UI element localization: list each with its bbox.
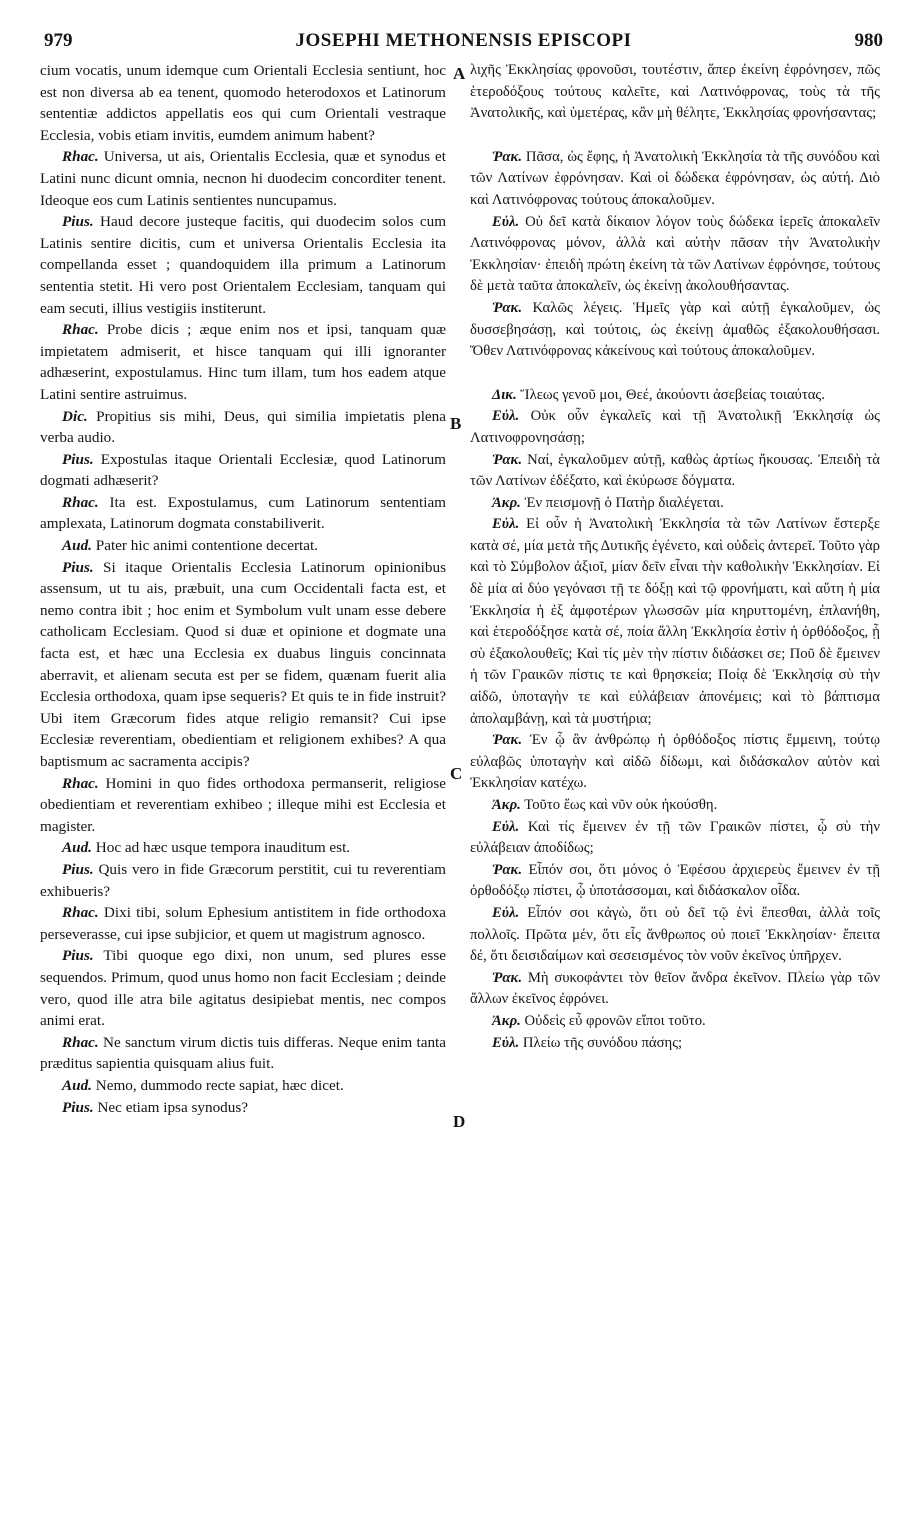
latin-paragraph <box>40 146 446 211</box>
paragraph-text: Ἐν ᾧ ἂν ἀνθρώπῳ ἡ ὀρθόδοξος πίστις ἔμμεινη, τούτῳ εὐλαβῶς ὑποταγὴν καὶ αἰδῶ δίδωμι, καὶ διδάσκαλον αὐτὸν καὶ Ἐκκλησίαν κατέχω. <box>470 732 880 792</box>
speaker-label: Rhac. <box>62 774 99 792</box>
paragraph-text: cium vocatis, unum idemque cum Orientali Ecclesia sentiunt, hoc est non diversa ab ea tenent, quomodo heterodoxos et Latinorum sententiæ addictos appellatis eos qui cum Orientali vestraque Ecclesia, vobis etiam invitis, eumdem animum habent? <box>40 62 446 144</box>
margin-letter-c: C <box>450 764 463 783</box>
speaker-label: Dic. <box>62 407 88 425</box>
latin-paragraph <box>40 1075 446 1097</box>
paragraph-text: Οὐκ οὖν ἐγκαλεῖς καὶ τῇ Ἀνατολικῇ Ἐκκλησίᾳ ὡς Λατινοφρονησάσῃ; <box>470 408 881 446</box>
margin-letter-a: A <box>453 64 466 83</box>
paragraph-text: Universa, ut ais, Orientalis Ecclesia, quæ et synodus et Latini nunc dicunt omnia, necnon hi duodecim concorditer tenent. Ideoque eos cum Latinis sentientes nuncupamus. <box>40 148 446 209</box>
latin-paragraph <box>40 319 446 405</box>
paragraph-text: Dixi tibi, solum Ephesium antistitem in fide orthodoxa perseverasse, cui ipse subjicior, et quem ut magistrum agnosco. <box>40 904 447 943</box>
page-number-right: 980 <box>854 30 883 51</box>
paragraph-text: Μὴ συκοφάντει τὸν θεῖον ἄνδρα ἐκεῖνον. Πλείω γὰρ τῶν ἄλλων ἐκεῖνος ἐφρόνει. <box>470 969 880 1008</box>
speaker-label: Ῥακ. <box>492 861 522 878</box>
latin-paragraph <box>40 535 446 557</box>
greek-paragraph <box>470 817 880 860</box>
latin-paragraph <box>40 902 446 945</box>
latin-paragraph <box>40 211 446 319</box>
paragraph-text: Si itaque Orientalis Ecclesia Latinorum opinionibus assensum, ut tu ais, præbuit, una cum Occidentali facta est, et nemo contra ibit ; hoc enim et Symbolum vult unam esse debere catholicam Ecclesiam. Quod si duæ et opinione et dogmate una facta est, et hæc una Ecclesia ex duabus linguis concinnata aberravit, et alienam secuta est per se fidem, quænam fuerit alia Ecclesia orthodoxa, quam ipse sequeris? Et quis te in fide instruit? Ubi item Græcorum fides atque religio remansit? Cui ipse Ecclesiæ reverentiam, obedientiam et religionem exhibes? A qua baptismum ac sacramenta accipis? <box>40 558 446 770</box>
paragraph-text: Εἶπόν σοι, ὅτι μόνος ὁ Ἐφέσου ἀρχιερεὺς ἔμεινεν ἐν τῇ ὀρθοδόξῳ πίστει, ᾧ ὑποτάσσομαι, καὶ διδάσκαλον οἶδα. <box>470 861 880 900</box>
speaker-label: Εὐλ. <box>492 818 520 835</box>
paragraph-text: Probe dicis ; æque enim nos et ipsi, tanquam quæ impietatem admiserit, et hisce tanquam qui illi ignoranter adhæserint, expostulamus. Hinc tum illam, tum hos eadem atque Latini sentire astruimus. <box>40 321 446 403</box>
paragraph-text: Nemo, dummodo recte sapiat, hæc dicet. <box>95 1076 344 1094</box>
speaker-label: Rhac. <box>62 904 99 922</box>
greek-paragraph <box>470 406 880 449</box>
speaker-label: Aud. <box>62 537 92 555</box>
paragraph-text: Ναί, ἐγκαλοῦμεν αὐτῇ, καθὼς ἀρτίως ἤκουσας. Ἐπειδὴ τὰ τῶν Λατίνων ἐδέξατο, καὶ ἐκύρωσε δόγματα. <box>470 451 880 490</box>
paragraph-text: Οὐ δεῖ κατὰ δίκαιον λόγον τοὺς δώδεκα ἱερεῖς ἀποκαλεῖν Λατινόφρονας μόνον, ἀλλὰ καὶ αὐτὴν πᾶσαν τὴν Ἀνατολικὴν Ἐκκλησίαν· ἐπειδὴ πρώτη ἐκείνη τὰ τῶν Λατίνων ἐφρόνησε, τούτους δὲ μετὰ ταῦτα ἀποκαλεῖν, ὡς ἐκείνῃ ἀκολουθήσαντας. <box>470 213 880 295</box>
running-title: JOSEPHI METHONENSIS EPISCOPI <box>295 30 632 51</box>
greek-paragraph <box>470 730 880 795</box>
latin-paragraph <box>40 859 446 902</box>
speaker-label: Εὐλ. <box>492 1034 520 1051</box>
speaker-label: Ῥακ. <box>492 148 522 165</box>
greek-column <box>470 60 880 1054</box>
speaker-label: Εὐλ. <box>492 213 520 230</box>
greek-paragraph <box>470 298 880 363</box>
greek-paragraph <box>470 860 880 903</box>
speaker-label: Aud. <box>62 839 92 857</box>
latin-paragraph <box>40 1097 446 1119</box>
page-number-left: 979 <box>44 30 73 51</box>
speaker-label: Rhac. <box>62 493 99 511</box>
speaker-label: Ἀκρ. <box>492 797 521 813</box>
speaker-label: Pius. <box>62 860 94 878</box>
paragraph-text: Propitius sis mihi, Deus, qui similia impietatis plena verba audio. <box>40 407 446 447</box>
paragraph-text: λιχῆς Ἐκκλησίας φρονοῦσι, τουτέστιν, ἅπερ ἐκείνη ἐφρόνησεν, πῶς ἑτεροδόξους τούτους καλεῖτε, καὶ Λατινόφρονας, τοὺς τὰ τῆς Ἀνατολικῆς, καὶ ὑμετέρας, κἂν μὴ θέλητε, Ἐκκλησίας φρονήσαντας; <box>470 62 880 122</box>
speaker-label: Ῥακ. <box>492 969 522 986</box>
paragraph-text: Quis vero in fide Græcorum perstitit, cui tu reverentiam exhibueris? <box>40 860 446 900</box>
paragraph-text: Οὐδεὶς εὖ φρονῶν εἴποι τοῦτο. <box>524 1012 706 1029</box>
speaker-label: Rhac. <box>62 1033 99 1051</box>
speaker-label: Εὐλ. <box>492 516 520 533</box>
greek-paragraph <box>470 212 880 298</box>
paragraph-text: Εἶπόν σοι κἀγὼ, ὅτι οὐ δεῖ τῷ ἑνὶ ἕπεσθαι, ἀλλὰ τοῖς πολλοῖς. Πρῶτα μέν, ὅτι εἷς ἄνθρωπος οὐ ποιεῖ Ἐκκλησίαν· ἔπειτα δέ, ὅτι δεισιδαίμων καὶ σεσεισμένος τὸν νοῦν ἐκεῖνος ὑπῆρχεν. <box>470 904 880 965</box>
speaker-label: Pius. <box>62 450 94 468</box>
greek-paragraph <box>470 795 880 817</box>
paragraph-text: Πᾶσα, ὡς ἔφης, ἡ Ἀνατολικὴ Ἐκκλησία τὰ τῆς συνόδου καὶ τῶν Λατίνων ἐφρόνησαν. Καὶ οἱ δώδεκα ἐφρόνησαν, ὡς αὐτή. Διὸ καὶ Λατινόφρονας τούτους ἀποκαλοῦμεν. <box>470 148 881 208</box>
paragraph-text: Ita est. Expostulamus, cum Latinorum sententiam amplexata, Latinorum dogmata constabiliverit. <box>40 493 446 533</box>
speaker-label: Εὐλ. <box>492 904 520 921</box>
paragraph-text: Pater hic animi contentione decertat. <box>95 537 319 555</box>
speaker-label: Ῥακ. <box>492 299 522 316</box>
speaker-label: Rhac. <box>62 148 99 166</box>
speaker-label: Pius. <box>62 1098 94 1116</box>
paragraph-text: Εἰ οὖν ἡ Ἀνατολικὴ Ἐκκλησία τὰ τῶν Λατίνων ἔστερξε κατὰ σέ, μία μετὰ τῆς Δυτικῆς ἐγένετο, καὶ οὐδεὶς ἀντερεῖ. Τοῦτο γὰρ καὶ τὸ Σύμβολον ἀξιοῖ, μίαν δεῖν εἶναι τὴν καθολικὴν Ἐκκλησίαν. Εἰ δὲ μία αἱ δύο γεγόνασι τῇ τε δόξῃ καὶ τῷ φρονήματι, καὶ αὕτη ἡ μία Ἐκκλησία ἡ ἐξ ἀμφοτέρων γλωσσῶν μία κηρυττομένη, ἐπλανήθη, καὶ ἑτεροδόξησε κατὰ σέ, ποία ἄλλη Ἐκκλησία ἐστὶν ἡ ὀρθόδοξος, ᾗ σὺ ἐξακολουθεῖς; Καὶ τίς μὲν τὴν πίστιν διδάσκει σε; Ποῦ δὲ ἔμεινεν ἡ τῶν Γραικῶν πίστις τε καὶ θρησκεία; Ποίᾳ δὲ Ἐκκλησίᾳ σὺ τὴν αἰδῶ, ὑποταγὴν τε καὶ εὐλάβειαν ἀπονέμεις; καὶ τὸ βάπτισμα ἀπολαμβάνῃ, καὶ τὰ μυστήρια; <box>470 516 880 727</box>
latin-paragraph <box>40 557 446 773</box>
paragraph-text: Πλείω τῆς συνόδου πάσης; <box>522 1034 683 1051</box>
paragraph-text: Τοῦτο ἕως καὶ νῦν οὐκ ἠκούσθη. <box>524 797 718 813</box>
paragraph-text: Haud decore justeque facitis, qui duodecim solos cum Latinis sentire dicitis, cum et universa Orientalis Ecclesia ita compellanda esset ; quandoquidem illa primum a Latinorum sententia stetit. Hi vero post Orientalem Ecclesiam, tanquam qui eam secuti, illius vestigiis institerunt. <box>40 213 447 317</box>
greek-paragraph <box>470 1011 880 1033</box>
greek-paragraph <box>470 903 880 968</box>
greek-paragraph <box>470 385 880 407</box>
speaker-label: Pius. <box>62 213 94 231</box>
greek-paragraph <box>470 60 880 125</box>
paragraph-text: Ne sanctum virum dictis tuis differas. Neque enim tanta præditus sapientia quisquam alius fuit. <box>40 1033 447 1073</box>
greek-paragraph <box>470 493 880 515</box>
speaker-label: Aud. <box>62 1076 92 1094</box>
speaker-label: Pius. <box>62 558 94 576</box>
speaker-label: Pius. <box>62 947 94 965</box>
paragraph-text: Expostulas itaque Orientali Ecclesiæ, quod Latinorum dogmati adhæserit? <box>40 450 446 490</box>
margin-letter-b: B <box>450 414 462 433</box>
latin-paragraph <box>40 492 446 535</box>
latin-paragraph <box>40 449 446 492</box>
paragraph-text: Nec etiam ipsa synodus? <box>97 1098 249 1116</box>
greek-paragraph <box>470 147 880 212</box>
margin-letter-d: D <box>453 1112 466 1131</box>
greek-paragraph <box>470 514 880 730</box>
speaker-label: Ῥακ. <box>492 451 522 468</box>
latin-paragraph <box>40 837 446 859</box>
greek-paragraph <box>470 450 880 493</box>
latin-column <box>40 60 446 1118</box>
latin-paragraph <box>40 773 446 838</box>
running-header <box>44 30 883 56</box>
latin-paragraph <box>40 1032 446 1075</box>
speaker-label: Εὐλ. <box>492 408 520 425</box>
speaker-label: Ἀκρ. <box>492 1012 521 1029</box>
latin-paragraph <box>40 945 446 1031</box>
greek-paragraph <box>470 1033 880 1055</box>
paragraph-text: Tibi quoque ego dixi, non unum, sed plures esse sequendos. Primum, quod unus homo non facit Ecclesiam ; deinde vero, quod ille atra bile agitatus desipiebat mentis, nec compos animi erat. <box>40 947 446 1030</box>
paragraph-text: Ἐν πεισμονῇ ὁ Πατὴρ διαλέγεται. <box>524 494 724 511</box>
speaker-label: Rhac. <box>62 321 99 339</box>
speaker-label: Δικ. <box>492 386 517 403</box>
latin-paragraph <box>40 60 446 146</box>
paragraph-text: Καλῶς λέγεις. Ἡμεῖς γὰρ καὶ αὐτῇ ἐγκαλοῦμεν, ὡς δυσσεβησάσῃ, καὶ τούτοις, ὡς ἐκείνῃ ἀμαθῶς ἐξακολουθήσασι. Ὅθεν Λατινόφρονας κἀκείνους καὶ τούτους ἀποκαλοῦμεν. <box>470 299 880 360</box>
paragraph-text: Homini in quo fides orthodoxa permanserit, religiose obedientiam et reverentiam exhibeo ; illeque mihi est Ecclesia et magister. <box>40 774 447 835</box>
paragraph-text: Ἵλεως γενοῦ μοι, Θεέ, ἀκούοντι ἀσεβείας τοιαύτας. <box>520 386 825 403</box>
greek-paragraph <box>470 968 880 1011</box>
speaker-label: Ῥακ. <box>492 732 522 749</box>
paragraph-text: Hoc ad hæc usque tempora inauditum est. <box>95 839 351 857</box>
latin-paragraph <box>40 406 446 449</box>
speaker-label: Ἀκρ. <box>492 494 521 511</box>
paragraph-text: Καὶ τίς ἔμεινεν ἐν τῇ τῶν Γραικῶν πίστει, ᾧ σὺ τὴν εὐλάβειαν ἀποδίδως; <box>470 818 881 857</box>
